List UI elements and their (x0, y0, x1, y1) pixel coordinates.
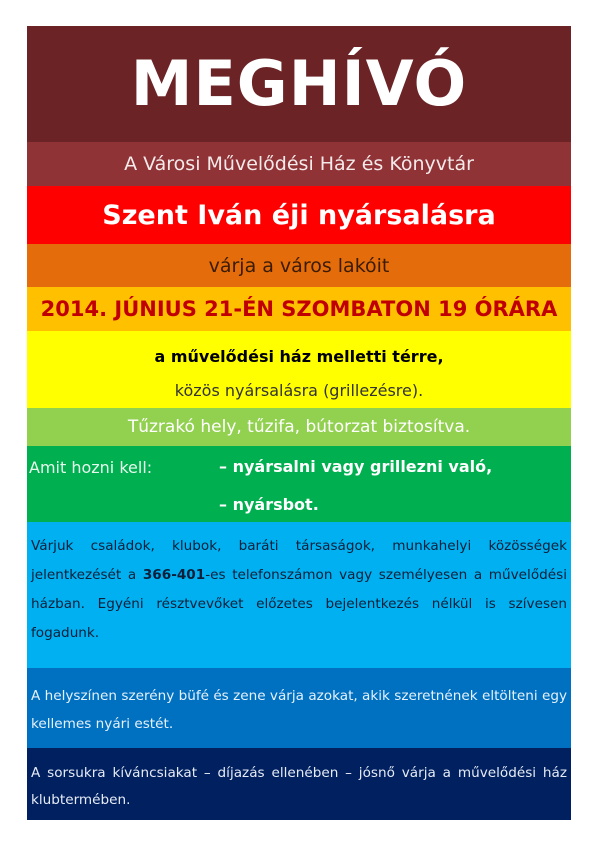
venue-place: a művelődési ház melletti térre, (154, 347, 444, 366)
datetime-band (27, 287, 571, 331)
bring-item: – nyársalni vagy grillezni való, (219, 457, 493, 476)
registration-text (31, 532, 567, 648)
organizer-band (27, 142, 571, 186)
event-datetime: 2014. JÚNIUS 21-ÉN SZOMBATON 19 ÓRÁRA (40, 297, 558, 321)
invitees-text: várja a város lakóit (208, 254, 390, 277)
buffet-band (27, 668, 571, 748)
event-name: Szent Iván éji nyársalásra (102, 199, 496, 231)
venue-activity: közös nyársalásra (grillezésre). (174, 381, 424, 400)
registration-band (27, 522, 571, 668)
bring-band (27, 446, 571, 522)
fortune-text: A sorsukra kíváncsiakat – díjazás ellenében – jósnő várja a művelődési ház klubtermében. (31, 765, 567, 808)
title-band (27, 26, 571, 142)
venue-band (27, 331, 571, 408)
phone-number: 366-401 (142, 567, 206, 583)
bring-label: Amit hozni kell: (29, 458, 153, 477)
event-band (27, 186, 571, 244)
registration-details: -es telefonszámon vagy személyesen a művelődési házban. Egyéni résztvevőket előzetes bejelentkezés nélkül is szívesen fogadunk. (31, 567, 567, 641)
invitation-poster (27, 26, 571, 820)
buffet-text: A helyszínen szerény büfé és zene várja azokat, akik szeretnének eltölteni egy kellemes nyári estét. (31, 688, 567, 732)
organizer-text: A Városi Művelődési Ház és Könyvtár (124, 153, 474, 175)
provided-band (27, 408, 571, 446)
invitees-band (27, 244, 571, 287)
bring-item: – nyársbot. (219, 495, 319, 514)
invitation-title: MEGHÍVÓ (130, 47, 468, 120)
registration-intro: Várjuk családok, klubok, baráti társaságok, munkahelyi közösségek jelentkezését a (31, 538, 567, 583)
provided-text: Tűzrakó hely, tűzifa, bútorzat biztosítva. (127, 417, 471, 437)
fortune-band (27, 748, 571, 820)
